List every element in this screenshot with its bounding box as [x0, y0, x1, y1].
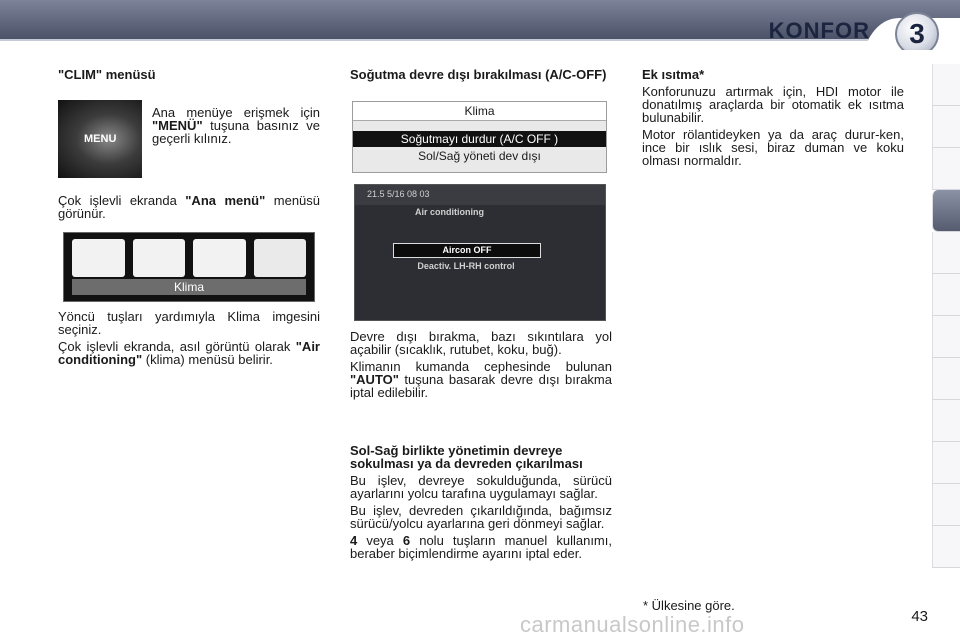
chapter-tab[interactable] [932, 316, 960, 358]
chapter-tabs [932, 64, 960, 576]
menu-instructions [152, 106, 320, 149]
page-number: 43 [911, 608, 928, 625]
paragraph: Motor rölantideyken ya da araç durur-ken, ince bir ıslık sesi, biraz duman ve koku olması normaldır. [642, 127, 904, 168]
paragraph: Devre dışı bırakma, bazı sıkıntılara yol açabilir (sıcaklık, rutubet, koku, buğ). [350, 329, 612, 357]
chapter-tab[interactable] [932, 484, 960, 526]
paragraph: Konforunuzu artırmak için, HDI motor ile donatılmış araçlarda bir otomatik ek ısıtma bulunabilir. [642, 84, 904, 125]
chapter-tab[interactable] [932, 358, 960, 400]
chapter-tab[interactable] [932, 148, 960, 190]
multifunction-display [354, 184, 606, 321]
section-title: KONFOR [768, 18, 870, 43]
footnote: * Ülkesine göre. [643, 598, 735, 613]
menu-selected-item: Soğutmayı durdur (A/C OFF ) [353, 131, 606, 147]
heading-lr-control: Sol-Sağ birlikte yönetimin devreye sokulması ya da devreden çıkarılması [350, 443, 583, 471]
paragraph: 4 veya 6 nolu tuşların manuel kullanımı, beraber biçimlendirme ayarını iptal eder. [350, 533, 612, 561]
display-status-bar: 21.5 5/16 08 03 [355, 185, 605, 205]
chapter-tab[interactable] [932, 526, 960, 568]
column-ac-off [350, 68, 612, 85]
column-extra-heating [642, 68, 904, 171]
chapter-tab[interactable] [932, 274, 960, 316]
settings-sliders-icon [193, 239, 246, 277]
column-clim-menu [58, 68, 320, 85]
chapter-tab[interactable] [932, 442, 960, 484]
main-menu-text [58, 194, 320, 224]
clim-steps [58, 310, 320, 370]
paragraph: Ana menüye erişmek için "MENÜ" tuşuna basınız ve geçerli kılınız. [152, 105, 320, 146]
display-title: Air conditioning [415, 207, 484, 217]
main-menu-screen [63, 232, 315, 302]
ac-off-text [350, 330, 612, 403]
chapter-tab[interactable] [932, 400, 960, 442]
paragraph: Bu işlev, devreye sokulduğunda, sürücü ayarlarını yolcu tarafına uygulamayı sağlar. [350, 473, 612, 501]
heading-extra-heating: Ek ısıtma* [642, 67, 705, 82]
menu-icons [72, 239, 306, 277]
menu-button-photo [58, 100, 142, 178]
paragraph: Çok işlevli ekranda, asıl görüntü olarak "Air conditioning" (klima) menüsü belirir. [58, 339, 320, 367]
display-option: Deactiv. LH-RH control [417, 261, 515, 271]
menu-option: Sol/Sağ yöneti dev dışı [418, 149, 541, 163]
chapter-badge: 3 [895, 12, 939, 50]
menu-title: Klima [353, 102, 606, 121]
watermark: carmanualsonline.info [520, 612, 745, 637]
climate-icon [254, 239, 307, 277]
paragraph: Klimanın kumanda cephesinde bulunan "AUTO" tuşuna basarak devre dışı bırakma iptal edilebilir. [350, 359, 612, 400]
paragraph: Yöncü tuşları yardımıyla Klima imgesini seçiniz. [58, 309, 320, 337]
music-icon [72, 239, 125, 277]
radio-icon [133, 239, 186, 277]
heading-ac-off: Soğutma devre dışı bırakılması (A/C-OFF) [350, 67, 607, 82]
page-header [0, 0, 960, 50]
display-selected: Aircon OFF [393, 243, 541, 258]
chapter-tab-active[interactable] [932, 190, 960, 232]
chapter-tab[interactable] [932, 64, 960, 106]
paragraph: Bu işlev, devreden çıkarıldığında, bağımsız sürücü/yolcu ayarlarına geri dönmeyi sağlar. [350, 503, 612, 531]
chapter-tab[interactable] [932, 106, 960, 148]
klima-menu-screen [352, 101, 607, 173]
screen-label: Klima [72, 279, 306, 295]
lr-control-section [350, 444, 612, 564]
chapter-tab[interactable] [932, 232, 960, 274]
menu-button-label: MENU [84, 133, 117, 145]
heading-clim-menu: "CLIM" menüsü [58, 67, 156, 82]
paragraph: Çok işlevli ekranda "Ana menü" menüsü görünür. [58, 193, 321, 221]
